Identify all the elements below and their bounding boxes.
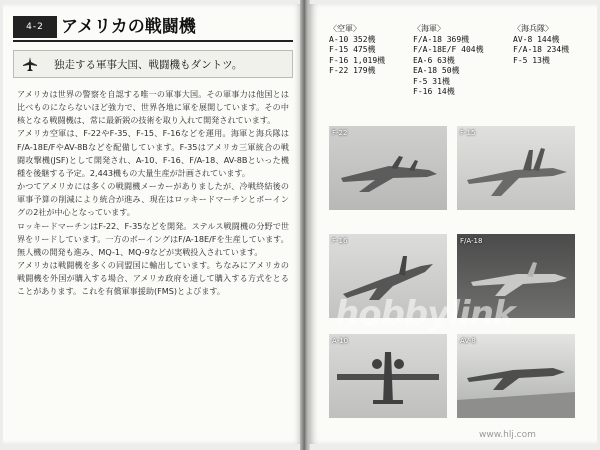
column-header: 〈空軍〉 [329,24,361,33]
photo-caption: F-22 [332,129,348,137]
inventory-row: EA-6 63機 [413,55,455,65]
left-page [3,4,303,444]
inventory-row: AV-8 144機 [513,34,560,44]
photo-caption: AV-8 [460,337,476,345]
inventory-row: F-15 475機 [329,45,376,54]
paragraph: アメリカ空軍は、F-22やF-35、F-15、F-16などを運用。海軍と海兵隊はF/A-18E/FやAV-8Bなどを配備しています。F-35はアメリカ三軍統合の戦闘攻撃機(JSF)として開発され、A-10、F-16、F/A-18、AV-8Bといった機種を後継する予定。2,443機もの大量生産が計画されています。 [17,128,289,178]
photo-f22 [329,126,447,210]
inventory-row: F-5 13機 [513,55,550,65]
aircraft-inventory [329,24,591,104]
page-title: アメリカの戦闘機 [61,17,196,37]
air-force-column [329,24,385,77]
photo-caption: F-16 [332,237,348,245]
article-body [17,88,289,438]
inventory-row: F-22 179機 [329,66,376,75]
inventory-row: F/A-18 369機 [413,34,470,44]
column-header: 〈海軍〉 [413,24,445,33]
inventory-row: A-10 352機 [329,34,376,44]
right-page [309,4,597,444]
photo-av8 [457,334,575,418]
watermark-url: www.hlj.com [479,430,536,440]
inventory-row: F/A-18 234機 [513,45,570,54]
watermark: hobbylink [335,294,515,334]
column-header: 〈海兵隊〉 [513,24,553,33]
inventory-row: EA-18 50機 [413,66,460,75]
photo-caption: A-10 [332,337,349,345]
paragraph: アメリカは世界の警察を自認する唯一の軍事大国。その軍事力は他国とは比べものにならないほど強力で、世界各地に軍を展開しています。その中核となる戦闘機は、常に最新鋭の技術を取り入れて開発されています。 [17,89,289,126]
photo-caption: F/A-18 [460,237,483,245]
marines-column [513,24,569,66]
title-rule [13,40,293,42]
inventory-row: F-16 1,019機 [329,55,386,65]
photo-f15 [457,126,575,210]
inventory-row: F-16 14機 [413,87,455,96]
subtitle: 独走する軍事大国、戦闘機もダントツ。 [54,59,243,71]
photo-caption: F-15 [460,129,476,137]
fighter-jet-icon [22,56,38,72]
paragraph: 無人機の開発も進み、MQ-1、MQ-9などが実戦投入されています。 [17,246,263,257]
inventory-row: F-5 31機 [413,76,450,86]
paragraph: アメリカは戦闘機を多くの同盟国に輸出しています。ちなみにアメリカの戦闘機を外国が購入する場合、アメリカ政府を通して購入する方式をとることがあります。これを有償軍事援助(FMS)とよびます。 [17,260,289,297]
navy-column [413,24,484,98]
section-label: 4-2 [13,16,57,38]
photo-a10 [329,334,447,418]
inventory-row: F/A-18E/F 404機 [413,45,484,54]
paragraph: かつてアメリカには多くの戦闘機メーカーがありましたが、冷戦終結後の軍事予算の削減により統合が進み、現在はロッキードマーチンとボーイングの2社が中心となっています。 [17,181,289,218]
paragraph: ロッキードマーチンはF-22、F-35などを開発。ステルス戦闘機の分野で世界をリードしています。一方のボーイングはF/A-18E/Fを生産しています。 [17,220,289,244]
subtitle-box [13,50,293,78]
